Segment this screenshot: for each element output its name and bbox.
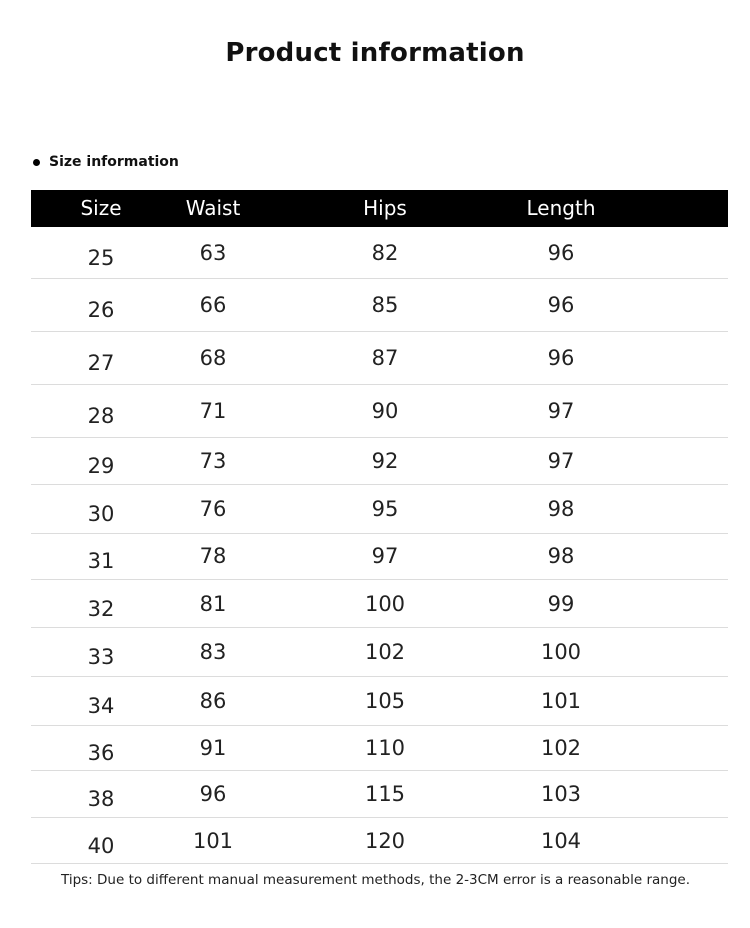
table-cell-length: 99 [547,592,575,616]
table-cell-length: 97 [547,399,575,423]
table-cell-size: 32 [87,597,115,621]
table-row [31,534,728,580]
table-cell-hips: 92 [371,449,399,473]
table-cell-hips: 110 [364,736,406,760]
section-label: Size information [49,154,179,170]
column-header-waist: Waist [185,196,241,220]
table-cell-hips: 120 [364,829,406,853]
table-row [31,771,728,818]
table-cell-hips: 95 [371,497,399,521]
table-cell-size: 26 [87,298,115,322]
table-row [31,677,728,726]
table-cell-hips: 100 [364,592,406,616]
table-cell-size: 29 [87,454,115,478]
table-cell-waist: 63 [199,241,227,265]
table-row [31,580,728,628]
table-header [31,190,728,227]
table-cell-size: 25 [87,246,115,270]
table-row [31,726,728,771]
table-cell-hips: 115 [364,782,406,806]
table-cell-waist: 71 [199,399,227,423]
column-header-length: Length [526,196,596,220]
tips-note: Tips: Due to different manual measurement methods, the 2-3CM error is a reasonable range. [61,872,691,888]
table-cell-length: 100 [540,640,582,664]
table-cell-length: 96 [547,241,575,265]
column-header-size: Size [80,196,122,220]
table-cell-waist: 76 [199,497,227,521]
table-cell-size: 34 [87,694,115,718]
table-cell-size: 31 [87,549,115,573]
table-cell-hips: 87 [371,346,399,370]
table-cell-waist: 68 [199,346,227,370]
table-cell-length: 96 [547,293,575,317]
table-cell-waist: 101 [192,829,234,853]
bullet-icon [33,159,40,166]
table-cell-waist: 96 [199,782,227,806]
column-header-hips: Hips [363,196,407,220]
page-title: Product information [225,38,525,68]
table-cell-waist: 81 [199,592,227,616]
table-cell-length: 101 [540,689,582,713]
table-cell-size: 36 [87,741,115,765]
table-cell-hips: 102 [364,640,406,664]
table-cell-hips: 97 [371,544,399,568]
table-cell-length: 97 [547,449,575,473]
table-row [31,818,728,864]
table-cell-length: 103 [540,782,582,806]
table-row [31,385,728,438]
table-cell-hips: 90 [371,399,399,423]
table-cell-waist: 73 [199,449,227,473]
table-cell-hips: 82 [371,241,399,265]
section-heading [33,154,179,170]
table-row [31,227,728,279]
table-cell-hips: 85 [371,293,399,317]
table-cell-waist: 83 [199,640,227,664]
table-cell-length: 102 [540,736,582,760]
table-cell-waist: 66 [199,293,227,317]
table-cell-size: 38 [87,787,115,811]
size-table [31,190,728,864]
table-cell-length: 98 [547,544,575,568]
table-cell-length: 96 [547,346,575,370]
table-cell-size: 33 [87,645,115,669]
table-cell-size: 28 [87,404,115,428]
table-cell-size: 30 [87,502,115,526]
table-cell-length: 98 [547,497,575,521]
table-cell-waist: 91 [199,736,227,760]
table-cell-size: 27 [87,351,115,375]
table-cell-size: 40 [87,834,115,858]
table-row [31,628,728,677]
table-body [31,227,728,864]
table-cell-waist: 78 [199,544,227,568]
table-row [31,332,728,385]
table-cell-hips: 105 [364,689,406,713]
table-cell-length: 104 [540,829,582,853]
table-row [31,279,728,332]
table-row [31,485,728,534]
table-cell-waist: 86 [199,689,227,713]
table-row [31,438,728,485]
